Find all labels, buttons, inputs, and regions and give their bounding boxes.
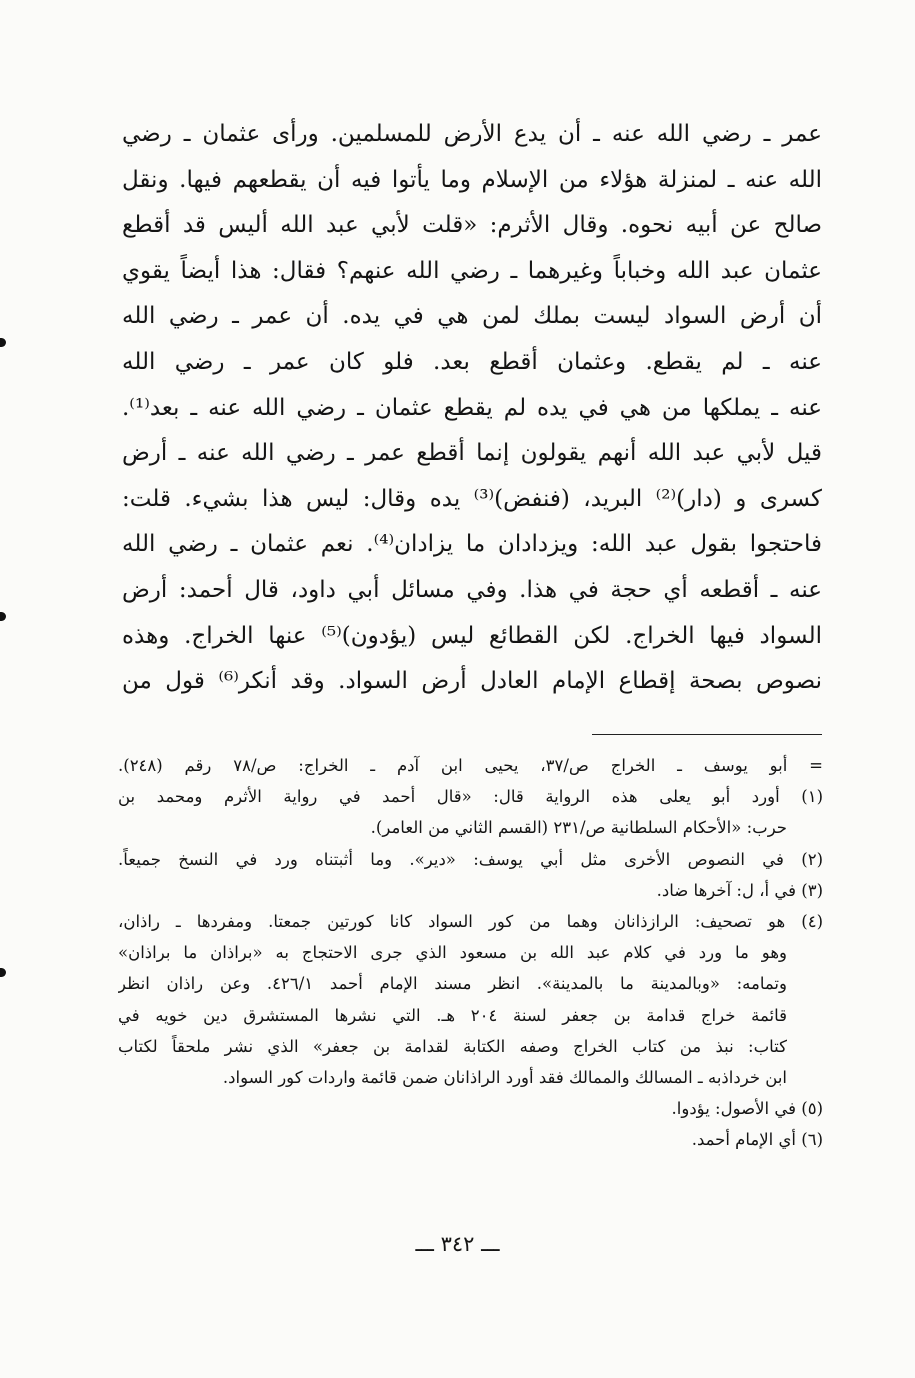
main-text-line: عمر ـ رضي الله عنه ـ أن يدع الأرض للمسلمين. ورأى عثمان ـ رضي bbox=[122, 121, 822, 147]
footnote-line: = أبو يوسف ـ الخراج ص/٣٧، يحيى ابن آدم ـ الخراج: ص/٧٨ رقم (٢٤٨). bbox=[118, 756, 823, 775]
main-text-line: عنه ـ أقطعه أي حجة في هذا. وفي مسائل أبي داود، قال أحمد: أرض bbox=[122, 576, 822, 603]
main-text-line: قيل لأبي عبد الله أنهم يقولون إنما أقطع عمر ـ رضي الله عنه ـ أرض bbox=[122, 440, 822, 467]
margin-mark bbox=[0, 612, 6, 621]
main-text-line: فاحتجوا بقول عبد الله: ويزدادان ما يزادان⁽⁴⁾. نعم عثمان ـ رضي الله bbox=[122, 531, 822, 558]
footnote-line: كتاب: نبذ من كتاب الخراج وصفه الكتابة لقدامة بن جعفر» الذي نشر ملحقاً لكتاب bbox=[118, 1036, 787, 1056]
footnote-line: وهو ما ورد في كلام عبد الله بن مسعود الذي جرى الاحتجاج به «براذان ما براذان» bbox=[118, 943, 787, 963]
main-text-line: أن أرض السواد ليست بملك لمن هي في يده. أن عمر ـ رضي الله bbox=[122, 303, 822, 330]
footnote-divider bbox=[592, 734, 822, 735]
main-text-line: عثمان عبد الله وخباباً وغيرهما ـ رضي الله عنهم؟ فقال: هذا أيضاً يقوي bbox=[122, 257, 822, 284]
main-text-block bbox=[122, 112, 822, 705]
footnote-line: (٤) هو تصحيف: الرازذانان وهما من كور السواد كانا كورتين جمعتا. ومفردها ـ راذان، bbox=[118, 911, 823, 931]
margin-mark bbox=[0, 338, 6, 347]
main-text-line: نصوص بصحة إقطاع الإمام العادل أرض السواد. وقد أنكر⁽⁶⁾ قول من bbox=[122, 668, 822, 695]
footnote-line: (١) أورد أبو يعلى هذه الرواية قال: «قال أحمد في رواية الأثرم ومحمد بن bbox=[118, 787, 823, 807]
footnote-line: ابن خرداذبه ـ المسالك والممالك فقد أورد الراذانان ضمن قائمة واردات كور السواد. bbox=[222, 1067, 787, 1087]
footnotes-block bbox=[118, 750, 823, 1155]
footnote-line: (٦) أي الإمام أحمد. bbox=[691, 1130, 823, 1150]
footnote-line: (٢) في النصوص الأخرى مثل أبي يوسف: «دير». وما أثبتناه ورد في النسخ جميعاً. bbox=[118, 849, 823, 869]
main-text-line: عنه ـ لم يقطع. وعثمان أقطع بعد. فلو كان عمر ـ رضي الله bbox=[122, 348, 822, 375]
main-text-line: كسرى و (دار)⁽²⁾ البريد، (فنفض)⁽³⁾ يده وقال: ليس هذا بشيء. قلت: bbox=[122, 485, 822, 512]
footnote-line: (٥) في الأصول: يؤدوا. bbox=[671, 1099, 823, 1119]
margin-mark bbox=[0, 968, 6, 977]
footnote-line: (٣) في أ، ل: آخرها ضاد. bbox=[656, 880, 823, 900]
main-text-line: عنه ـ يملكها من هي في يده لم يقطع عثمان ـ رضي الله عنه ـ بعد⁽¹⁾. bbox=[122, 394, 822, 421]
main-text-line: الله عنه ـ لمنزلة هؤلاء من الإسلام وما يأتوا فيه أن يقطعهم فيها. ونقل bbox=[122, 166, 822, 193]
main-text-line: صالح عن أبيه نحوه. وقال الأثرم: «قلت لأبي عبد الله أليس قد أقطع bbox=[122, 212, 822, 239]
main-text-line: السواد فيها الخراج. لكن القطائع ليس (يؤدون)⁽⁵⁾ عنها الخراج. وهذه bbox=[122, 622, 822, 649]
footnote-line: حرب: «الأحكام السلطانية ص/٢٣١ (القسم الثاني من العامر). bbox=[370, 818, 787, 838]
footnote-line: وتمامه: «وبالمدينة ما بالمدينة». انظر مسند الإمام أحمد ٤٢٦/١. وعن راذان انظر bbox=[118, 974, 787, 994]
page-number: ـــ ٣٤٢ ـــ bbox=[415, 1232, 500, 1256]
footnote-line: قائمة خراج قدامة بن جعفر لسنة ٢٠٤ هـ. التي نشرها المستشرق دين خويه في bbox=[118, 1005, 787, 1025]
